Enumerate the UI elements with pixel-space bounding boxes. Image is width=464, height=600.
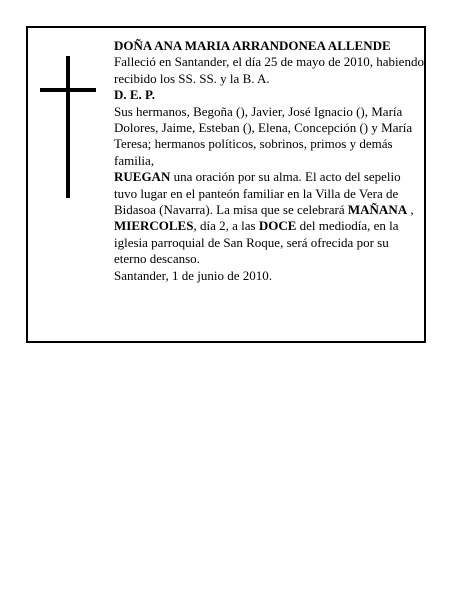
notice-text [114,38,424,284]
prayer-request [114,169,424,267]
family-list: Sus hermanos, Begoña (), Javier, José Ignacio (), María Dolores, Jaime, Esteban (), Elena, Concepción () y María Teresa; hermanos políticos, sobrinos, primos y demás familia, [114,103,413,168]
request-comma: , [407,202,414,218]
request-text-2: , día 2, a las [193,218,259,234]
request-text-1: una oración por su alma. El acto del sepelio tuvo lugar en el panteón familiar en la Villa de Vera de Bidasoa (Navarra). La misa que se celebrará [114,169,401,218]
cross-horizontal-bar [40,88,96,92]
death-announcement: Falleció en Santander, el día 25 de mayo de 2010, habiendo recibido los SS. SS. y la B. A. [114,54,424,86]
deceased-name: DOÑA ANA MARIA ARRANDONEA ALLENDE [114,38,391,53]
rip-line: D. E. P. [114,87,156,103]
closing-place-date: Santander, 1 de junio de 2010. [114,267,272,283]
doce-word: DOCE [258,218,297,234]
obituary-notice [26,26,426,343]
cross-vertical-bar [66,56,70,198]
request-text-3: del mediodía, en la iglesia parroquial de San Roque, será ofrecida por su eterno descanso. [114,218,399,267]
manana-word: MAÑANA [347,202,408,218]
ruegan-word: RUEGAN [114,169,171,185]
miercoles-word: MIERCOLES [114,218,194,234]
cross-icon [40,56,96,198]
